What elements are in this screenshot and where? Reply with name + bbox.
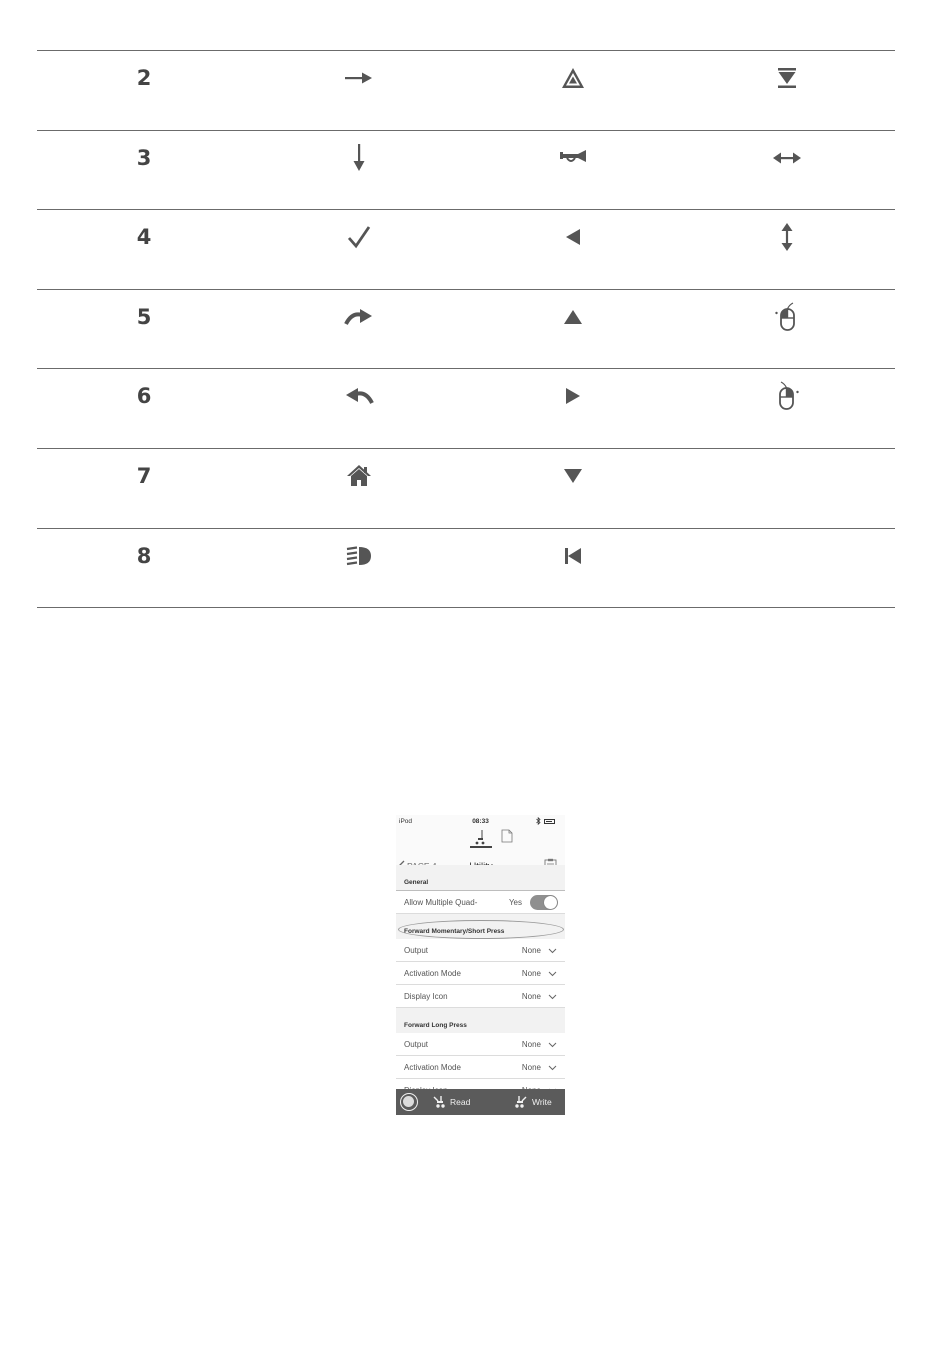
arrow-down-icon: [339, 145, 379, 171]
phone-screenshot: [396, 815, 565, 1115]
section-header-forward-long: [396, 1008, 565, 1034]
tab-document-icon[interactable]: [501, 829, 513, 848]
arrow-right-icon: [339, 65, 379, 91]
vertical-double-arrow-icon: [767, 224, 807, 250]
row-value: None: [521, 992, 541, 1001]
read-button[interactable]: [432, 1095, 470, 1109]
row-number: 4: [136, 225, 152, 250]
highlight-circle: [398, 920, 564, 939]
list-item[interactable]: [396, 1056, 565, 1079]
row-label: Allow Multiple Quad-: [404, 898, 478, 907]
triangle-up-icon: [553, 304, 593, 330]
list-item[interactable]: [396, 939, 565, 962]
table-row: [37, 290, 895, 370]
row-number: 2: [136, 66, 152, 90]
list-item[interactable]: [396, 1033, 565, 1056]
list-item[interactable]: [396, 985, 565, 1008]
row-label: Activation Mode: [404, 969, 461, 978]
section-title: Forward Momentary/Short Press: [404, 928, 505, 935]
section-title: General: [404, 879, 429, 886]
carrier-label: iPod: [399, 818, 413, 825]
allow-multiple-toggle[interactable]: [530, 895, 558, 910]
row-value: None: [521, 969, 541, 978]
row-number: 6: [136, 384, 152, 409]
table-row: [37, 210, 895, 290]
hazard-triangle-icon: [553, 65, 593, 91]
row-label: Output: [404, 946, 429, 955]
chevron-down-icon: [548, 1064, 557, 1073]
home-icon: [339, 463, 379, 489]
row-value: Yes: [508, 898, 522, 907]
row-number: 7: [136, 463, 152, 488]
status-time: 08:33: [472, 818, 489, 825]
bottom-toolbar: [396, 1089, 565, 1115]
horizontal-double-arrow-icon: [767, 145, 807, 171]
row-value: None: [521, 1040, 541, 1049]
skip-back-icon: [553, 543, 593, 569]
row-value: None: [521, 946, 541, 955]
headlight-icon: [339, 543, 379, 569]
horn-icon: [553, 145, 593, 171]
list-item[interactable]: [396, 962, 565, 985]
row-label: Activation Mode: [404, 1063, 461, 1072]
row-value: None: [521, 1063, 541, 1072]
row-number: 3: [136, 145, 152, 170]
tilt-down-icon: [767, 65, 807, 91]
allow-multiple-row: [396, 891, 565, 914]
table-row: [37, 449, 895, 529]
read-label: Read: [450, 1097, 471, 1107]
mouse-right-click-icon: [767, 383, 807, 409]
table-row: [37, 529, 895, 609]
chair-read-icon: [432, 1095, 446, 1110]
table-row: [37, 51, 895, 131]
table-row: [37, 131, 895, 211]
row-label: Display Icon: [404, 992, 448, 1001]
active-tab-indicator: [470, 846, 492, 848]
curved-arrow-left-icon: [339, 383, 379, 409]
row-label: Output: [404, 1040, 429, 1049]
triangle-right-icon: [553, 383, 593, 409]
checkmark-icon: [339, 224, 379, 250]
write-button[interactable]: [514, 1095, 552, 1109]
row-number: 8: [136, 543, 152, 568]
mouse-left-click-icon: [767, 304, 807, 330]
status-bar: [396, 815, 565, 827]
section-title: Forward Long Press: [404, 1022, 467, 1029]
section-header-general: [396, 865, 565, 891]
chevron-down-icon: [548, 993, 557, 1002]
chair-write-icon: [514, 1095, 528, 1110]
triangle-down-icon: [553, 463, 593, 489]
toggle-knob: [544, 896, 557, 909]
icon-table: [37, 50, 895, 608]
write-label: Write: [532, 1097, 552, 1107]
chevron-down-icon: [548, 1041, 557, 1050]
battery-icon: [544, 819, 555, 824]
row-number: 5: [136, 304, 152, 329]
chevron-down-icon: [548, 970, 557, 979]
chevron-down-icon: [548, 947, 557, 956]
table-row: [37, 369, 895, 449]
curved-arrow-right-icon: [339, 304, 379, 330]
bluetooth-icon: [536, 817, 541, 827]
triangle-left-icon: [553, 224, 593, 250]
globe-button[interactable]: [400, 1093, 418, 1111]
